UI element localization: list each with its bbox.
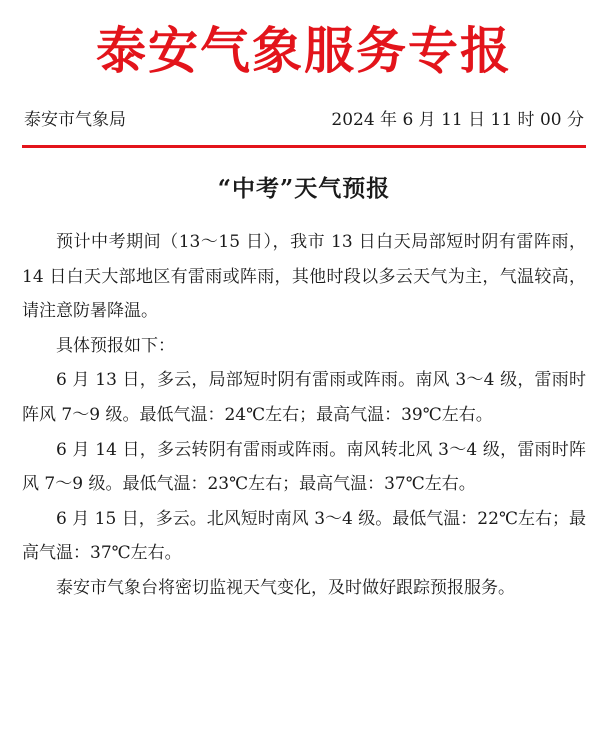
issue-time-label: 2024 年 6 月 11 日 11 时 00 分 [331, 110, 584, 130]
red-divider [22, 145, 586, 148]
issue-info-row [22, 112, 586, 129]
forecast-june-13-paragraph: 6 月 13 日，多云，局部短时阴有雷雨或阵雨。南风 3～4 级，雷雨时阵风 7～9 级。最低气温：24℃左右；最高气温：39℃左右。 [22, 370, 586, 425]
forecast-body [22, 225, 586, 606]
forecast-june-14-paragraph: 6 月 14 日，多云转阴有雷雨或阵雨。南风转北风 3～4 级，雷雨时阵风 7～9 级。最低气温：23℃左右；最高气温：37℃左右。 [22, 439, 586, 495]
closing-paragraph: 泰安市气象台将密切监视天气变化，及时做好跟踪预报服务。 [56, 577, 515, 598]
masthead-title: 泰安气象服务专报 [96, 21, 512, 80]
forecast-june-15-paragraph: 6 月 15 日，多云。北风短时南风 3～4 级。最低气温：22℃左右；最高气温：37℃左右。 [22, 508, 586, 564]
issuer-label: 泰安市气象局 [24, 110, 126, 130]
intro-paragraph: 预计中考期间（13～15 日），我市 13 日白天局部短时阴有雷阵雨，14 日白天大部地区有雷雨或阵雨，其他时段以多云天气为主，气温较高，请注意防暑降温。 [22, 232, 586, 322]
forecast-title: “中考”天气预报 [217, 175, 391, 202]
details-heading-paragraph: 具体预报如下： [56, 335, 175, 356]
